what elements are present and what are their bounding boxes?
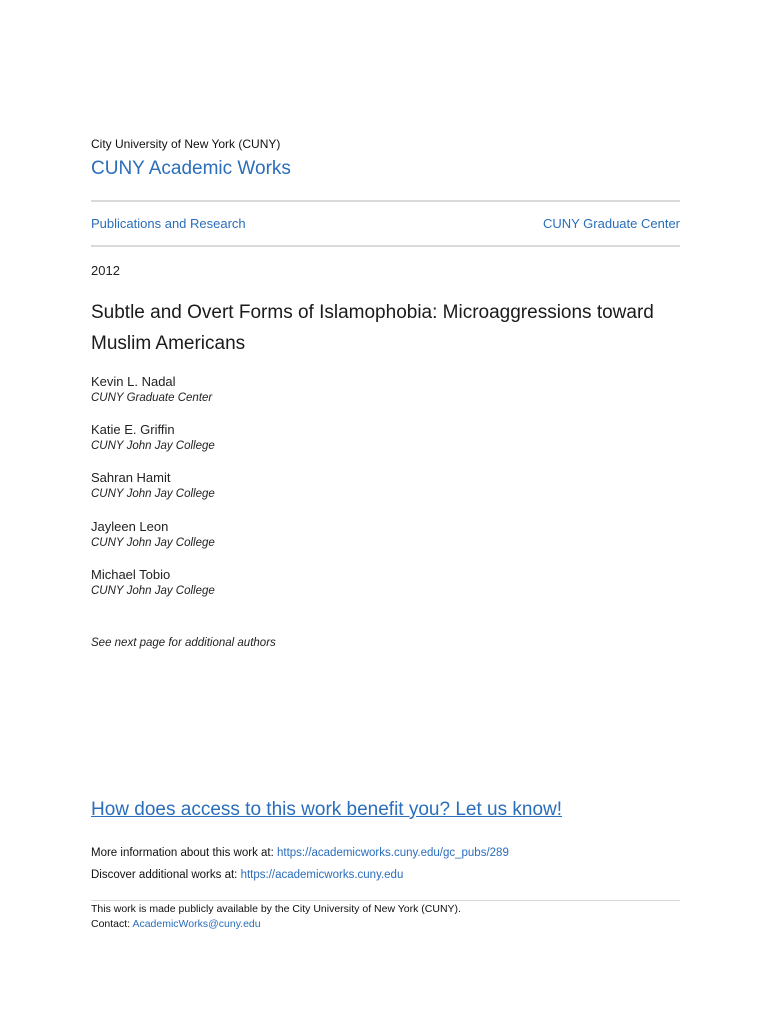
author-affiliation: CUNY Graduate Center xyxy=(91,392,213,404)
author-affiliation: CUNY John Jay College xyxy=(91,585,215,597)
author-affiliation: CUNY John Jay College xyxy=(91,537,215,549)
work-url-link[interactable]: https://academicworks.cuny.edu/gc_pubs/289 xyxy=(277,847,509,859)
institution-name: City University of New York (CUNY) xyxy=(91,137,281,151)
availability-statement: This work is made publicly available by the City University of New York (CUNY). xyxy=(91,903,461,915)
contact-line xyxy=(91,918,261,930)
cuny-graduate-center-link[interactable]: CUNY Graduate Center xyxy=(542,216,680,231)
repository-link[interactable]: CUNY Academic Works xyxy=(91,158,291,179)
publication-year: 2012 xyxy=(91,263,120,278)
author-name: Kevin L. Nadal xyxy=(91,374,176,389)
author-entry xyxy=(91,421,215,455)
author-entry xyxy=(91,469,215,503)
more-information-line xyxy=(91,847,509,859)
discover-works-line xyxy=(91,869,403,881)
discover-works-label: Discover additional works at: xyxy=(91,869,241,881)
author-name: Jayleen Leon xyxy=(91,519,169,534)
repository-url-link[interactable]: https://academicworks.cuny.edu xyxy=(240,869,404,881)
additional-authors-note: See next page for additional authors xyxy=(91,637,276,649)
contact-label: Contact: xyxy=(91,918,133,930)
author-entry xyxy=(91,518,215,552)
author-affiliation: CUNY John Jay College xyxy=(91,488,215,500)
author-entry xyxy=(91,373,212,407)
author-name: Michael Tobio xyxy=(91,567,171,582)
collection-divider xyxy=(91,245,680,247)
author-name: Sahran Hamit xyxy=(91,470,171,485)
publications-and-research-link[interactable]: Publications and Research xyxy=(91,216,246,231)
author-affiliation: CUNY John Jay College xyxy=(91,440,215,452)
author-name: Katie E. Griffin xyxy=(91,422,175,437)
document-title: Subtle and Overt Forms of Islamophobia: Microaggressions toward Muslim Americans xyxy=(91,302,654,354)
footer-divider xyxy=(91,900,680,901)
header-divider xyxy=(91,200,680,202)
more-information-label: More information about this work at: xyxy=(91,847,277,859)
author-entry xyxy=(91,566,215,600)
contact-email-link[interactable]: AcademicWorks@cuny.edu xyxy=(132,918,261,930)
feedback-link[interactable]: How does access to this work benefit you? Let us know! xyxy=(91,799,563,820)
